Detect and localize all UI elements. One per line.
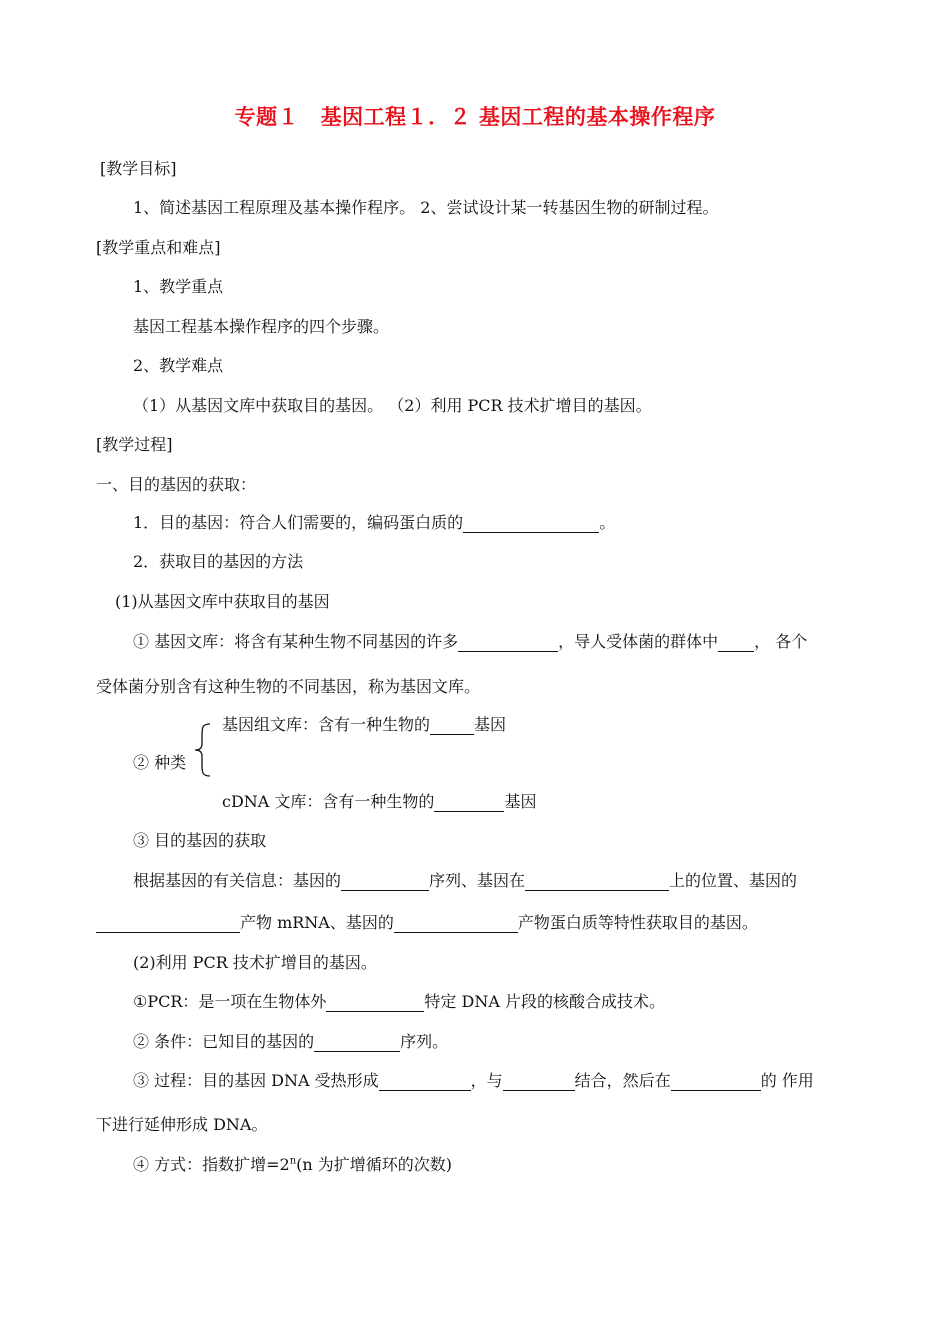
item-1-end: 。 <box>599 513 616 532</box>
sub-heading-2: (2)利用 PCR 技术扩增目的基因。 <box>133 953 377 972</box>
fill-blank[interactable] <box>314 1034 400 1052</box>
fill-blank[interactable] <box>96 915 240 933</box>
library-text-2: ，导人受体菌的群体中 <box>558 632 719 651</box>
pcr-mode-end: (n 为扩增循环的次数) <box>296 1155 453 1174</box>
genome-library-text: 基因组文库：含有一种生物的 <box>222 715 431 734</box>
library-text-1: ① 基因文库：将含有某种生物不同基因的许多 <box>133 632 459 651</box>
section-1-heading: 一、目的基因的获取： <box>96 475 257 494</box>
cdna-library-text: cDNA 文库：含有一种生物的 <box>222 792 435 811</box>
pcr-definition-text: ①PCR：是一项在生物体外 <box>133 992 327 1011</box>
obtain-text-2: 序列、基因在 <box>429 871 526 890</box>
focus-label: 1、教学重点 <box>133 277 224 296</box>
item-1 <box>133 513 615 533</box>
document-title: 专题１ 基因工程１．２ 基因工程的基本操作程序 <box>234 104 716 129</box>
fill-blank[interactable] <box>525 873 669 891</box>
genome-library <box>222 715 506 735</box>
curly-brace-icon <box>192 722 214 778</box>
library-definition <box>133 632 807 652</box>
cdna-library-end: 基因 <box>504 792 537 811</box>
process-header: [教学过程] <box>96 435 173 454</box>
types-label: ② 种类 <box>133 753 187 772</box>
pcr-conditions-end: 序列。 <box>400 1032 449 1051</box>
obtain-text-5: 产物蛋白质等特性获取目的基因。 <box>517 913 758 932</box>
sub-heading-1: (1)从基因文库中获取目的基因 <box>115 592 330 611</box>
fill-blank[interactable] <box>458 634 558 652</box>
key-points-header: [教学重点和难点] <box>96 238 221 257</box>
fill-blank[interactable] <box>326 994 424 1012</box>
obtain-text-cont <box>96 913 758 933</box>
fill-blank[interactable] <box>434 794 504 812</box>
pcr-process-text-1: ③ 过程：目的基因 DNA 受热形成 <box>133 1071 379 1090</box>
objectives-text: 1、简述基因工程原理及基本操作程序。 2、尝试设计某一转基因生物的研制过程。 <box>133 198 719 217</box>
pcr-mode-exponent: n <box>289 1155 297 1167</box>
fill-blank[interactable] <box>463 515 599 533</box>
item-2: 2．获取目的基因的方法 <box>133 552 304 571</box>
obtain-text <box>133 871 797 891</box>
pcr-process-text-3: 结合，然后在 <box>574 1071 671 1090</box>
library-text-3: ， 各个 <box>754 632 808 651</box>
pcr-process-text-4: 的 作用 <box>760 1071 814 1090</box>
library-definition-cont: 受体菌分别含有这种生物的不同基因，称为基因文库。 <box>96 677 481 696</box>
difficulty-label: 2、教学难点 <box>133 356 224 375</box>
item-1-text: 1．目的基因：符合人们需要的，编码蛋白质的 <box>133 513 464 532</box>
fill-blank[interactable] <box>430 717 474 735</box>
pcr-process-text-2: ，与 <box>470 1071 503 1090</box>
obtain-text-3: 上的位置、基因的 <box>669 871 798 890</box>
pcr-mode <box>133 1155 452 1175</box>
focus-text: 基因工程基本操作程序的四个步骤。 <box>133 317 390 336</box>
fill-blank[interactable] <box>718 634 754 652</box>
fill-blank[interactable] <box>671 1073 761 1091</box>
obtain-label: ③ 目的基因的获取 <box>133 831 267 850</box>
obtain-text-4: 产物 mRNA、基因的 <box>240 913 394 932</box>
cdna-library <box>222 792 536 812</box>
fill-blank[interactable] <box>341 873 429 891</box>
pcr-definition-end: 特定 DNA 片段的核酸合成技术。 <box>424 992 665 1011</box>
difficulty-text: （1）从基因文库中获取目的基因。 （2）利用 PCR 技术扩增目的基因。 <box>133 396 652 415</box>
pcr-conditions-text: ② 条件：已知目的基因的 <box>133 1032 315 1051</box>
pcr-process-cont: 下进行延伸形成 DNA。 <box>96 1115 268 1134</box>
fill-blank[interactable] <box>379 1073 471 1091</box>
fill-blank[interactable] <box>394 915 518 933</box>
pcr-conditions <box>133 1032 448 1052</box>
obtain-text-1: 根据基因的有关信息：基因的 <box>133 871 342 890</box>
genome-library-end: 基因 <box>474 715 507 734</box>
pcr-mode-text: ④ 方式：指数扩增=2 <box>133 1155 290 1174</box>
fill-blank[interactable] <box>503 1073 575 1091</box>
objectives-header: [教学目标] <box>100 159 177 178</box>
pcr-process <box>133 1071 814 1091</box>
pcr-definition <box>133 992 665 1012</box>
